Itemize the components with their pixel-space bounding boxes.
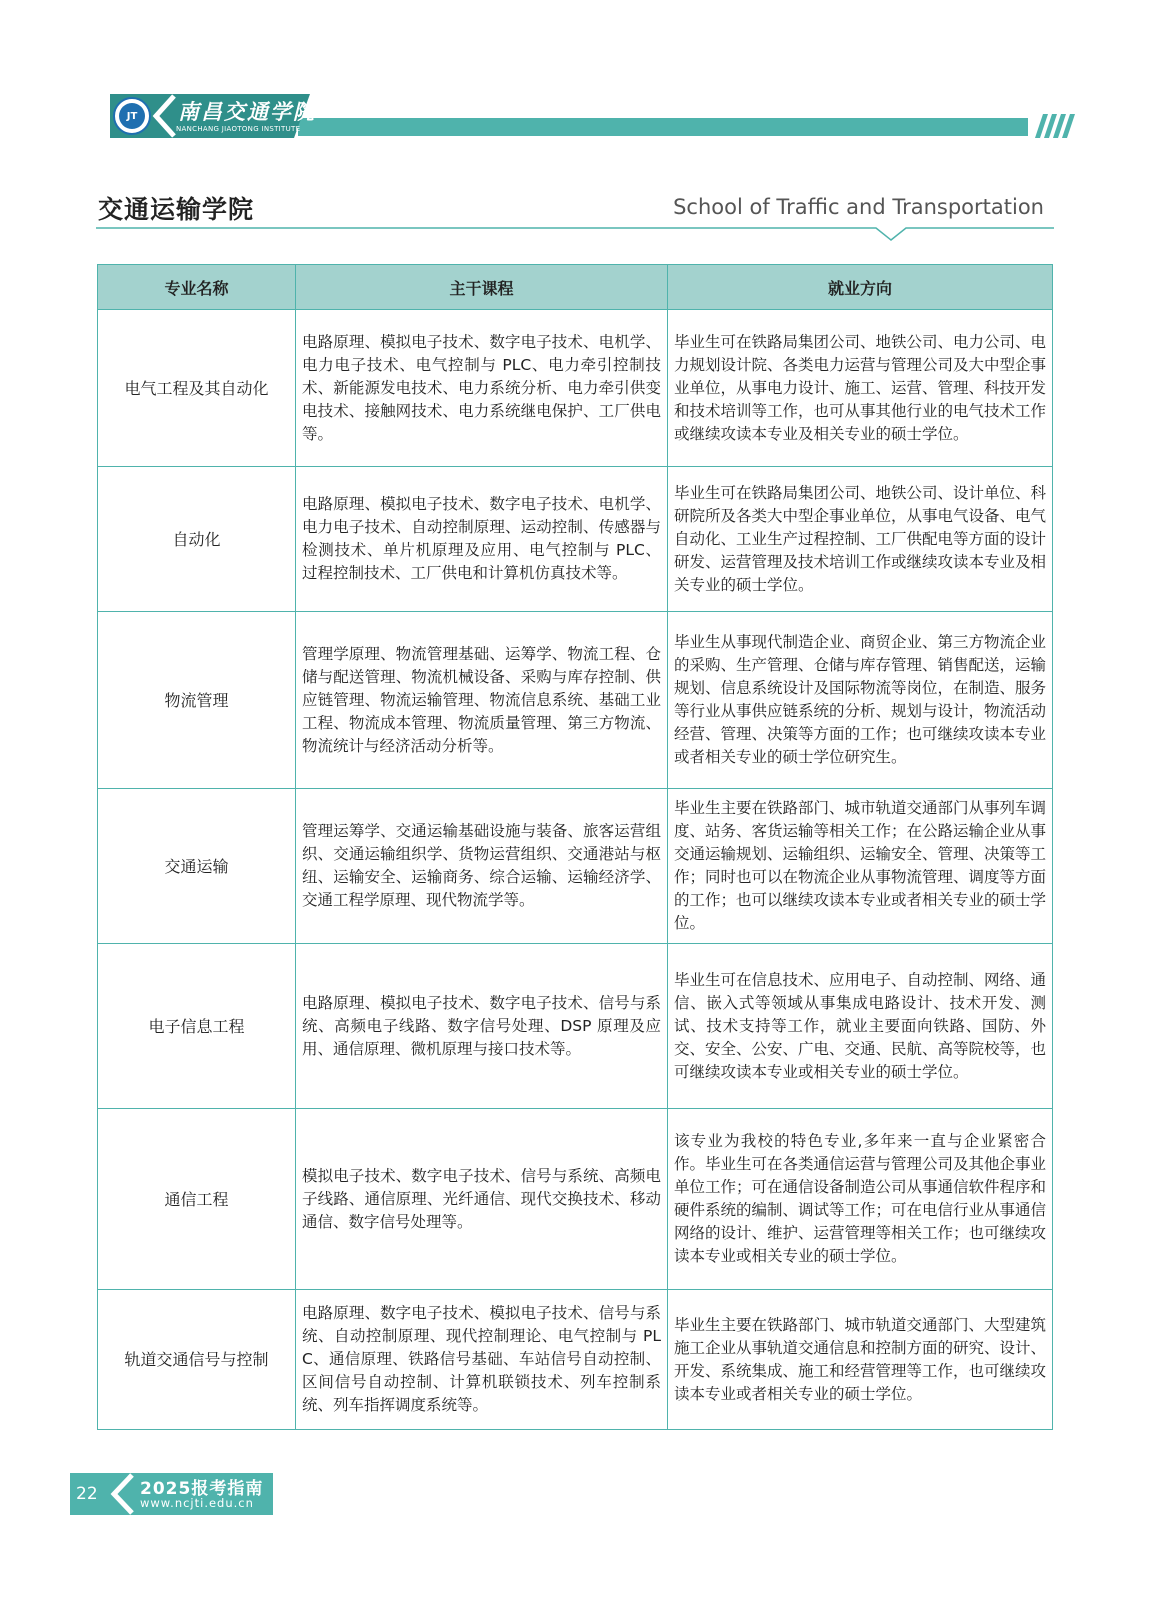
major-courses: 管理学原理、物流管理基础、运筹学、物流工程、仓储与配送管理、物流机械设备、采购与库存控制、供应链管理、物流运输管理、物流信息系统、基础工业工程、物流成本管理、物流质量管理、第三方物流、物流统计与经济活动分析等。 — [296, 612, 668, 789]
column-header-major: 专业名称 — [98, 265, 296, 310]
major-name: 电气工程及其自动化 — [98, 310, 296, 467]
table-header-row — [98, 265, 1053, 310]
header-stripes-decoration — [1035, 114, 1075, 138]
guide-title: 2025报考指南 — [140, 1479, 264, 1499]
major-name: 通信工程 — [98, 1109, 296, 1290]
table-row — [98, 1290, 1053, 1430]
table-row — [98, 467, 1053, 612]
header-band — [298, 118, 1028, 136]
page-title-en: School of Traffic and Transportation — [673, 195, 1044, 219]
major-courses: 电路原理、数字电子技术、模拟电子技术、信号与系统、自动控制原理、现代控制理论、电气控制与 PLC、通信原理、铁路信号基础、车站信号自动控制、区间信号自动控制、计算机联锁技术、列车控制系统、列车指挥调度系统等。 — [296, 1290, 668, 1430]
major-courses: 模拟电子技术、数字电子技术、信号与系统、高频电子线路、通信原理、光纤通信、现代交换技术、移动通信、数字信号处理等。 — [296, 1109, 668, 1290]
major-courses: 管理运筹学、交通运输基础设施与装备、旅客运营组织、交通运输组织学、货物运营组织、交通港站与枢纽、运输安全、运输商务、综合运输、运输经济学、交通工程学原理、现代物流学等。 — [296, 789, 668, 944]
major-careers: 毕业生主要在铁路部门、城市轨道交通部门、大型建筑施工企业从事轨道交通信息和控制方面的研究、设计、开发、系统集成、施工和经营管理等工作，也可继续攻读本专业或者相关专业的硕士学位。 — [668, 1290, 1053, 1430]
major-courses: 电路原理、模拟电子技术、数字电子技术、信号与系统、高频电子线路、数字信号处理、DSP 原理及应用、通信原理、微机原理与接口技术等。 — [296, 944, 668, 1109]
column-header-courses: 主干课程 — [296, 265, 668, 310]
major-name: 交通运输 — [98, 789, 296, 944]
major-careers: 毕业生可在铁路局集团公司、地铁公司、设计单位、科研院所及各类大中型企事业单位，从事电气设备、电气自动化、工业生产过程控制、工厂供配电等方面的设计研发、运营管理及技术培训工作或继续攻读本专业及相关专业的硕士学位。 — [668, 467, 1053, 612]
major-courses: 电路原理、模拟电子技术、数字电子技术、电机学、电力电子技术、自动控制原理、运动控制、传感器与检测技术、单片机原理及应用、电气控制与 PLC、过程控制技术、工厂供电和计算机仿真技术等。 — [296, 467, 668, 612]
major-careers: 毕业生可在铁路局集团公司、地铁公司、电力公司、电力规划设计院、各类电力运营与管理公司及大中型企事业单位，从事电力设计、施工、运营、管理、科技开发和技术培训等工作，也可从事其他行业的电气技术工作或继续攻读本专业及相关专业的硕士学位。 — [668, 310, 1053, 467]
majors-table — [97, 264, 1053, 1430]
table-row — [98, 789, 1053, 944]
table-row — [98, 310, 1053, 467]
school-emblem-icon: JT — [113, 97, 151, 135]
major-careers: 毕业生可在信息技术、应用电子、自动控制、网络、通信、嵌入式等领域从事集成电路设计、技术开发、测试、技术支持等工作，就业主要面向铁路、国防、外交、安全、公安、广电、交通、民航、高等院校等，也可继续攻读本专业或相关专业的硕士学位。 — [668, 944, 1053, 1109]
title-divider — [96, 226, 1054, 244]
major-careers: 毕业生从事现代制造企业、商贸企业、第三方物流企业的采购、生产管理、仓储与库存管理、销售配送，运输规划、信息系统设计及国际物流等岗位，在制造、服务等行业从事供应链系统的分析、规划与设计，物流活动经营、管理、决策等方面的工作；也可继续攻读本专业或者相关专业的硕士学位研究生。 — [668, 612, 1053, 789]
table-row — [98, 612, 1053, 789]
page-title: 交通运输学院 — [98, 195, 255, 224]
major-name: 轨道交通信号与控制 — [98, 1290, 296, 1430]
major-name: 物流管理 — [98, 612, 296, 789]
school-name-en: NANCHANG JIAOTONG INSTITUTE — [176, 125, 301, 133]
major-courses: 电路原理、模拟电子技术、数字电子技术、电机学、电力电子技术、电气控制与 PLC、电力牵引控制技术、新能源发电技术、电力系统分析、电力牵引供变电技术、接触网技术、电力系统继电保护、工厂供电等。 — [296, 310, 668, 467]
major-name: 自动化 — [98, 467, 296, 612]
table-row — [98, 1109, 1053, 1290]
major-careers: 毕业生主要在铁路部门、城市轨道交通部门从事列车调度、站务、客货运输等相关工作；在公路运输企业从事交通运输规划、运输组织、运输安全、管理、决策等工作；同时也可以在物流企业从事物流管理、调度等方面的工作；也可以继续攻读本专业或者相关专业的硕士学位。 — [668, 789, 1053, 944]
website-url: www.ncjti.edu.cn — [140, 1496, 254, 1510]
chevron-left-icon — [108, 1473, 138, 1515]
page-number: 22 — [76, 1484, 98, 1504]
column-header-careers: 就业方向 — [668, 265, 1053, 310]
major-careers: 该专业为我校的特色专业,多年来一直与企业紧密合作。毕业生可在各类通信运营与管理公司及其他企事业单位工作；可在通信设备制造公司从事通信软件程序和硬件系统的编制、调试等工作；可在电信行业从事通信网络的设计、维护、运营管理等相关工作；也可继续攻读本专业或相关专业的硕士学位。 — [668, 1109, 1053, 1290]
major-name: 电子信息工程 — [98, 944, 296, 1109]
table-row — [98, 944, 1053, 1109]
school-name-cn: 南昌交通学院 — [178, 99, 316, 124]
